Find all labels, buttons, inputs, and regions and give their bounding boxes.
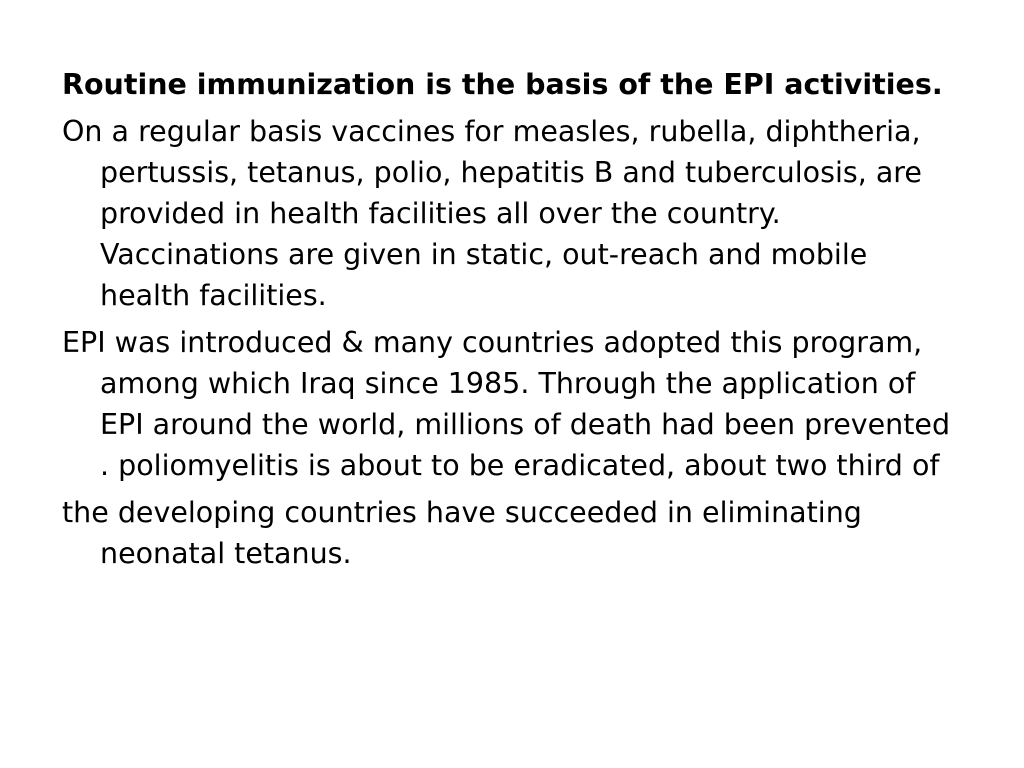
paragraph-epi-introduction: EPI was introduced & many countries adopted this program, among which Iraq since 1985. Through the application of EPI around the world, millions of death had been prevented . poliomyelitis is about to be eradicated, about two third of xyxy=(62,326,951,482)
paragraph-routine-immunization: Routine immunization is the basis of the EPI activities. xyxy=(62,68,943,101)
paragraph-vaccines: On a regular basis vaccines for measles, rubella, diphtheria, pertussis, tetanus, polio, hepatitis B and tuberculosis, are provided in health facilities all over the country. Vaccinations are given in static, out-reach and mobile health facilities. xyxy=(62,115,922,312)
paragraph-neonatal-tetanus: the developing countries have succeeded in eliminating neonatal tetanus. xyxy=(62,496,862,570)
slide-body xyxy=(62,64,962,580)
